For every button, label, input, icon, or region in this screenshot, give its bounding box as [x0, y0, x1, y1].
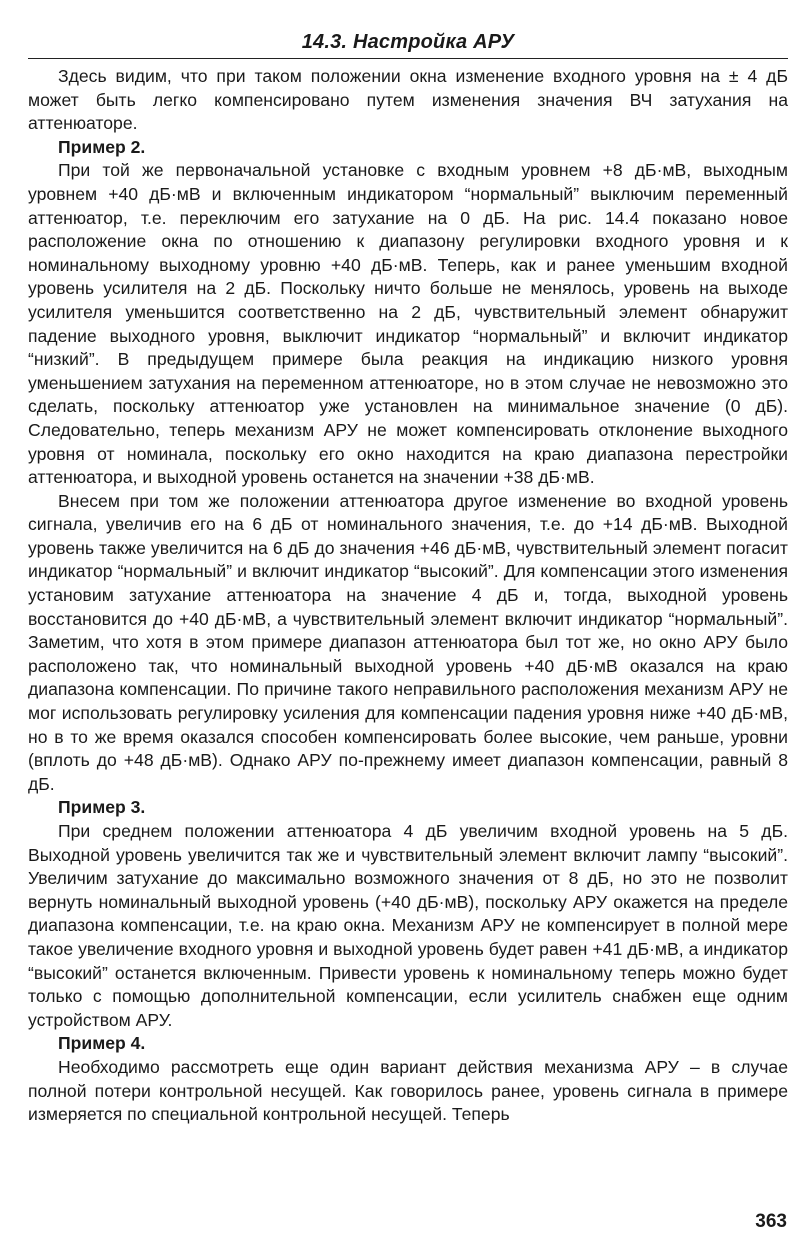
example-3-paragraph: При среднем положении аттенюатора 4 дБ увеличим входной уровень на 5 дБ. Выходной уровень увеличится так же и чувствительный элемент включит лампу “высокий”. Увеличим затухание до максимально возможного значения от 8 дБ, но это не позволит вернуть номинальный выходной уровень (+40 дБ·мВ), поскольку АРУ окажется на пределе диапазона компенсации, т.е. на краю окна. Механизм АРУ не компенсирует в полной мере такое увеличение входного уровня и выходной уровень будет равен +41 дБ·мВ, а индикатор “высокий” останется включенным. Привести уровень к номинальному теперь можно будет только с помощью дополнительной компенсации, если усилитель снабжен еще одним устройством АРУ.	[28, 821, 788, 1030]
example-4-paragraph: Необходимо рассмотреть еще один вариант действия механизма АРУ – в случае полной потери контрольной несущей. Как говорилось ранее, уровень сигнала в примере измеряется по специальной контрольной несущей. Теперь	[28, 1056, 788, 1125]
running-head: 14.3. Настройка АРУ	[28, 28, 788, 59]
example-2-heading: Пример 2.	[58, 136, 146, 157]
example-3-heading: Пример 3.	[58, 797, 146, 818]
paragraph-intro: Здесь видим, что при таком положении окна изменение входного уровня на ± 4 дБ может быть легко компенсировано путем изменения значения ВЧ затухания на аттенюаторе.	[28, 66, 788, 134]
example-2-paragraph-2: Внесем при том же положении аттенюатора другое изменение во входной уровень сигнала, увеличив его на 6 дБ от номинального значения, т.е. до +14 дБ·мВ. Выходной уровень также увеличится на 6 дБ до значения +46 дБ·мВ, чувствительный элемент погасит индикатор “нормальный” и включит индикатор “высокий”. Для компенсации этого изменения установим затухание аттенюатора на значение 4 дБ и, тогда, выходной уровень восстановится до +40 дБ·мВ, а чувствительный элемент включит индикатор “нормальный”. Заметим, что хотя в этом примере диапазон аттенюатора был тот же, но окно АРУ было расположено так, что номинальный выходной уровень +40 дБ·мВ оказался на краю диапазона компенсации. По причине такого неправильного расположения механизм АРУ не мог использовать регулировку усиления для компенсации падения уровня ниже +40 дБ·мВ, но в то же время оказался способен компенсировать более высокие, чем раньше, уровни (вплоть до +48 дБ·мВ). Однако АРУ по-прежнему имеет диапазон компенсации, равный 8 дБ.	[28, 490, 788, 794]
book-page	[28, 28, 788, 1127]
example-2-paragraph-1: При той же первоначальной установке с входным уровнем +8 дБ·мВ, выходным уровнем +40 дБ·мВ и включенным индикатором “нормальный” выключим переменный аттенюатор, т.е. переключим его затухание на 0 дБ. На рис. 14.4 показано новое расположение окна по отношению к диапазону регулировки входного уровня и к номинальному выходному уровню +40 дБ·мВ. Теперь, как и ранее уменьшим входной уровень усилителя на 2 дБ. Поскольку ничто больше не менялось, уровень на выходе усилителя уменьшится соответственно на 2 дБ, чувствительный элемент обнаружит падение выходного уровня, выключит индикатор “нормальный” и включит индикатор “низкий”. В предыдущем примере была реакция на индикацию низкого уровня уменьшением затухания на переменном аттенюаторе, но в этом случае не невозможно это сделать, поскольку аттенюатор уже установлен на минимальное значение (0 дБ). Следовательно, теперь механизм АРУ не может компенсировать отклонение выходного уровня от номинала, поскольку его окно находится на краю диапазона перестройки аттенюатора, и выходной уровень останется на значении +38 дБ·мВ.	[28, 160, 788, 488]
page-number: 363	[755, 1211, 787, 1232]
page-body	[28, 65, 788, 1127]
example-4-heading: Пример 4.	[58, 1033, 146, 1054]
